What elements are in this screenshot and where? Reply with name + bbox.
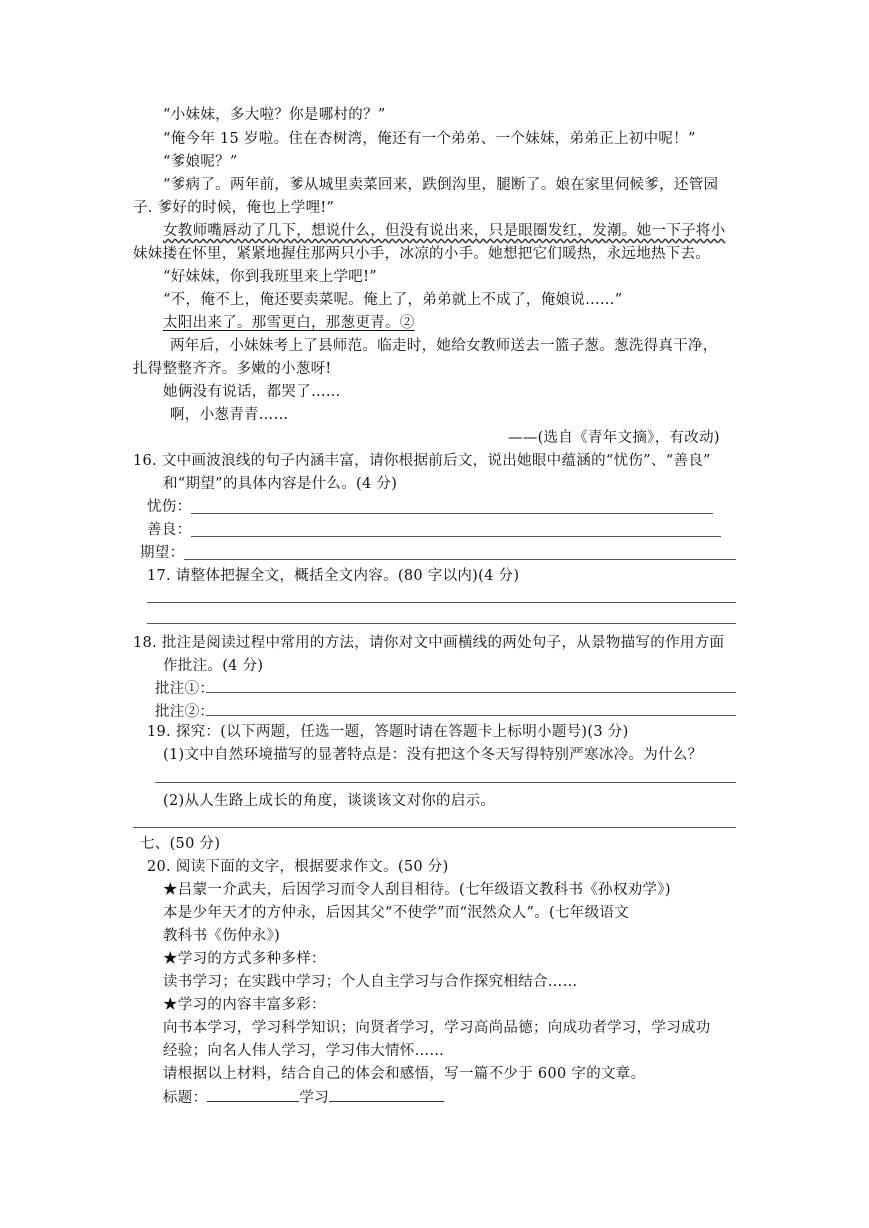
underlined-sentence-2: 太阳出来了。那雪更白，那葱更青。② [163, 315, 415, 331]
material-line: 向书本学习，学习科学知识；向贤者学习，学习高尚品德；向成功者学习，学习成功 [163, 1020, 711, 1036]
title-label: 标题： [163, 1090, 208, 1106]
essay-title-row [163, 1087, 444, 1108]
material-line: 经验；向名人伟人学习，学习伟大情怀…… [163, 1043, 445, 1059]
question-16-cont: 和“期望”的具体内容是什么。(4 分) [163, 476, 398, 492]
paragraph-line: 啊，小葱青青…… [170, 407, 289, 423]
answer-line[interactable] [191, 513, 713, 514]
answer-line[interactable] [155, 782, 736, 783]
question-19-option-1: (1)文中自然环境描写的显著特点是：没有把这个冬天写得特别严寒冰冷。为什么？ [163, 747, 703, 763]
dialogue-line: “爹病了。两年前，爹从城里卖菜回来，跌倒沟里，腿断了。娘在家里伺候爹，还管园 [163, 177, 719, 193]
title-blank-1[interactable] [207, 1087, 299, 1102]
answer-label: 忧伤： [147, 499, 192, 515]
paragraph-line: 扎得整整齐齐。多嫩的小葱呀! [133, 361, 332, 377]
answer-label: 善良： [147, 522, 192, 538]
material-line: ★学习的内容丰富多彩： [163, 997, 326, 1013]
section-7-title: 七、(50 分) [140, 836, 221, 852]
answer-line[interactable] [147, 602, 736, 603]
material-line: ★吕蒙一介武夫，后因学习而令人刮目相待。(七年级语文教科书《孙权劝学》) [163, 882, 671, 898]
dialogue-line: 子. 爹好的时候，俺也上学哩!” [133, 200, 335, 216]
question-17: 17. 请整体把握全文，概括全文内容。(80 字以内)(4 分) [147, 568, 520, 584]
answer-label: 期望： [140, 545, 185, 561]
answer-line[interactable] [206, 692, 736, 693]
question-18-cont: 作批注。(4 分) [163, 658, 264, 674]
question-20: 20. 阅读下面的文字，根据要求作文。(50 分) [147, 859, 449, 875]
dialogue-line: “不，俺不上，俺还要卖菜呢。俺上了，弟弟就上不成了，俺娘说……” [163, 292, 623, 308]
question-18: 18. 批注是阅读过程中常用的方法，请你对文中画横线的两处句子，从景物描写的作用方面 [133, 635, 725, 651]
paragraph-line: 妹妹搂在怀里，紧紧地握住那两只小手，冰凉的小手。她想把它们暖热，永远地热下去。 [133, 246, 711, 262]
question-19-option-2: (2)从人生路上成长的角度，谈谈该文对你的启示。 [163, 793, 496, 809]
answer-label: 批注①： [155, 681, 215, 697]
material-line: 本是少年天才的方仲永，后因其父“不使学”而“泯然众人”。(七年级语文 [163, 905, 630, 921]
dialogue-line: “好妹妹，你到我班里来上学吧!” [163, 269, 377, 285]
paragraph-line: 两年后，小妹妹考上了县师范。临走时，她给女教师送去一篮子葱。葱洗得真干净， [170, 338, 718, 354]
paragraph-line: 她俩没有说话，都哭了…… [163, 384, 341, 400]
question-19: 19. 探究：(以下两题，任选一题，答题时请在答题卡上标明小题号)(3 分) [147, 724, 629, 740]
source-citation: ——(选自《青年文摘》，有改动) [508, 430, 720, 446]
dialogue-line: “爹娘呢？” [163, 154, 238, 170]
dialogue-line: “小妹妹，多大啦？你是哪村的？” [163, 107, 386, 123]
answer-label: 批注②： [155, 704, 215, 720]
material-line: 教科书《伤仲永》) [163, 928, 281, 944]
answer-line[interactable] [206, 715, 736, 716]
answer-line[interactable] [133, 827, 736, 828]
title-middle: 学习 [299, 1090, 330, 1106]
paragraph-line [163, 221, 725, 241]
answer-line[interactable] [147, 623, 736, 624]
wavy-underlined-sentence: 女教师嘴唇动了几下，想说什么，但没有说出来，只是眼圈发红，发潮。她一下子将小 [163, 223, 726, 239]
writing-instruction: 请根据以上材料，结合自己的体会和感悟，写一篇不少于 600 字的文章。 [163, 1066, 646, 1082]
answer-line[interactable] [191, 536, 721, 537]
material-line: 读书学习；在实践中学习；个人自主学习与合作探究相结合…… [163, 974, 578, 990]
dialogue-line: “俺今年 15 岁啦。住在杏树湾，俺还有一个弟弟、一个妹妹，弟弟正上初中呢！” [163, 131, 696, 147]
title-blank-2[interactable] [329, 1087, 444, 1102]
material-line: ★学习的方式多种多样： [163, 951, 326, 967]
paragraph-line [163, 313, 415, 333]
question-16: 16. 文中画波浪线的句子内涵丰富，请你根据前后文，说出她眼中蕴涵的“忧伤”、“善良” [133, 453, 711, 469]
answer-line[interactable] [184, 559, 736, 560]
